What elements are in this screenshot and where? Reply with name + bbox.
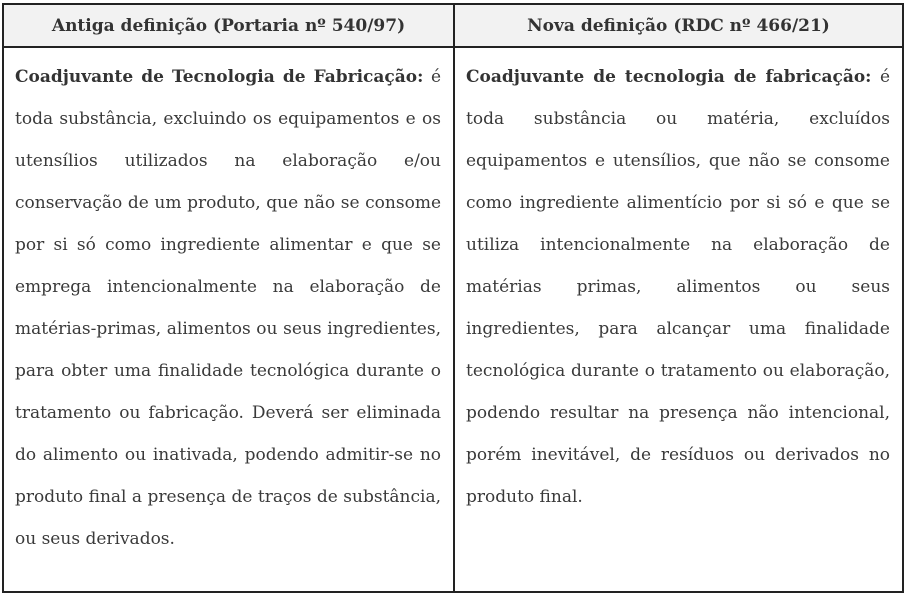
- old-definition-term: Coadjuvante de Tecnologia de Fabricação:: [15, 67, 424, 87]
- header-old-definition: [4, 5, 455, 48]
- new-definition-term: Coadjuvante de tecnologia de fabricação:: [466, 67, 872, 87]
- new-definition-cell: [455, 48, 902, 591]
- old-definition-cell: [4, 48, 455, 591]
- header-old-label: Antiga definição (Portaria nº 540/97): [51, 15, 406, 36]
- definitions-table: [2, 3, 904, 593]
- header-new-definition: [455, 5, 902, 48]
- old-definition-text: é toda substância, excluindo os equipamentos e os utensílios utilizados na elaboração e/ou conservação de um produto, que não se consome por si só como ingrediente alimentar e que se emprega intencionalmente na elaboração de matérias-primas, alimentos ou seus ingredientes, para obter uma finalidade tecnológica durante o tratamento ou fabricação. Deverá ser eliminada do alimento ou inativada, podendo admitir-se no produto final a presença de traços de substância, ou seus derivados.: [15, 67, 442, 549]
- new-definition-text: é toda substância ou matéria, excluídos equipamentos e utensílios, que não se consome como ingrediente alimentício por si só e que se utiliza intencionalmente na elaboração de matérias primas, alimentos ou seus ingredientes, para alcançar uma finalidade tecnológica durante o tratamento ou elaboração, podendo resultar na presença não intencional, porém inevitável, de resíduos ou derivados no produto final.: [466, 67, 890, 507]
- header-new-label: Nova definição (RDC nº 466/21): [527, 15, 830, 36]
